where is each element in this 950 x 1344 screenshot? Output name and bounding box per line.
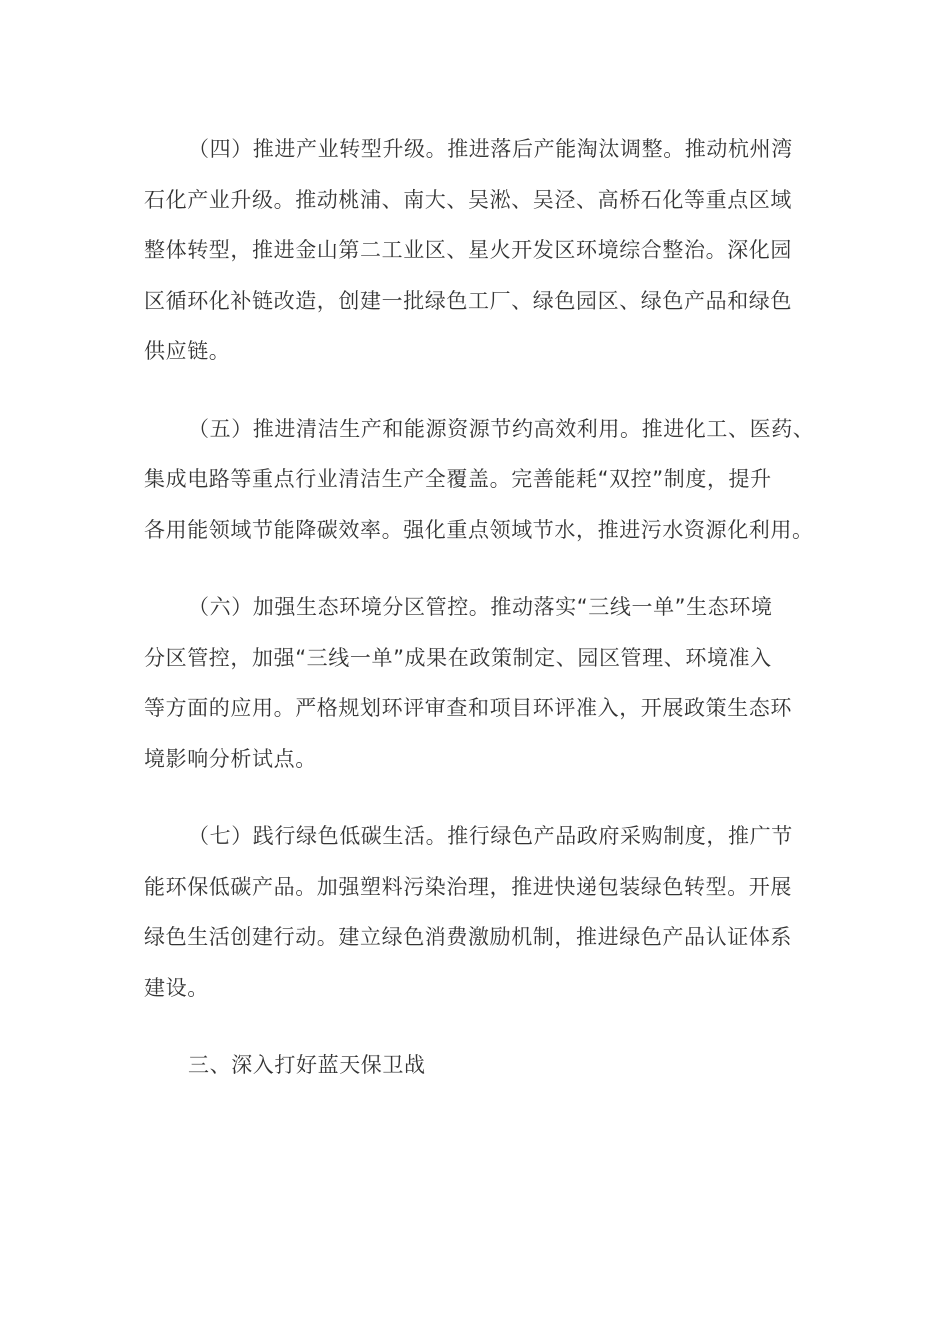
text-line: 分区管控，加强“三线一单”成果在政策制定、园区管理、环境准入	[144, 645, 772, 670]
paragraph-spacer	[144, 555, 804, 582]
text-line: 能环保低碳产品。加强塑料污染治理，推进快递包装绿色转型。开展	[144, 874, 792, 899]
text-line: 各用能领域节能降碳效率。强化重点领域节水，推进污水资源化利用。	[144, 517, 814, 542]
paragraph-clean-production	[144, 404, 815, 556]
document-body	[144, 124, 815, 1091]
paragraph-spacer	[144, 784, 804, 811]
text-line: 等方面的应用。严格规划环评审查和项目环评准入，开展政策生态环	[144, 696, 792, 720]
text-line: 石化产业升级。推动桃浦、南大、吴淞、吴泾、高桥石化等重点区域	[144, 187, 792, 212]
text-line: （七）践行绿色低碳生活。推行绿色产品政府采购制度，推广节	[188, 824, 793, 848]
paragraph-green-living	[144, 811, 804, 1013]
paragraph-industry-upgrade	[144, 124, 804, 377]
text-line: （五）推进清洁生产和能源资源节约高效利用。推进化工、医药、	[188, 416, 815, 441]
paragraph-zoning-control	[144, 582, 804, 784]
paragraph-spacer	[144, 1013, 804, 1040]
text-line: 境影响分析试点。	[144, 746, 317, 771]
text-line: 区循环化补链改造，创建一批绿色工厂、绿色园区、绿色产品和绿色	[144, 288, 792, 313]
section-heading-blue-sky	[144, 1040, 804, 1091]
text-line: 供应链。	[144, 339, 231, 363]
section-heading: 三、深入打好蓝天保卫战	[188, 1053, 426, 1077]
text-line: 集成电路等重点行业清洁生产全覆盖。完善能耗“双控”制度，提升	[144, 467, 772, 491]
text-line: 建设。	[144, 975, 209, 1000]
text-line: （四）推进产业转型升级。推进落后产能淘汰调整。推动杭州湾	[188, 137, 793, 161]
text-line: 整体转型，推进金山第二工业区、星火开发区环境综合整治。深化园	[144, 238, 792, 262]
paragraph-spacer	[144, 377, 804, 404]
text-line: （六）加强生态环境分区管控。推动落实“三线一单”生态环境	[188, 595, 773, 619]
text-line: 绿色生活创建行动。建立绿色消费激励机制，推进绿色产品认证体系	[144, 925, 792, 949]
